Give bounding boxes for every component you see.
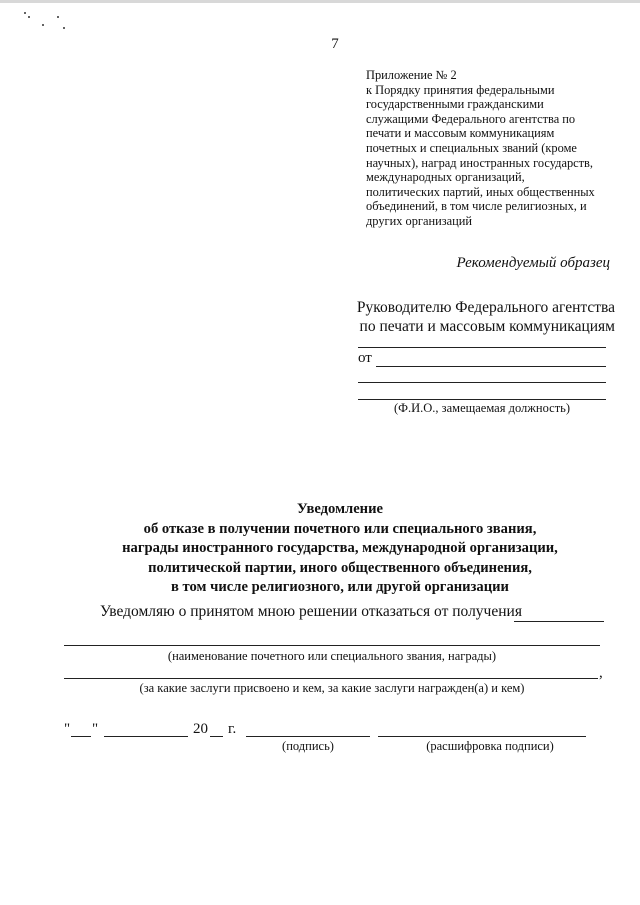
appendix-line: объединений, в том числе религиозных, и [366,199,587,214]
title-line: Уведомление [297,501,383,517]
addressee-caption: (Ф.И.О., замещаемая должность) [393,401,571,415]
appendix-line: почетных и специальных званий (кроме [366,140,577,155]
year-suffix: г. [228,721,237,737]
title-line: об отказе в получении почетного или специального звания, [143,520,537,537]
appendix-line: политических партий, иных общественных [366,184,595,199]
addressee-block [355,298,615,336]
document-title [60,500,620,598]
year-prefix: 20 [193,721,208,737]
appendix-line: Приложение № 2 [366,68,457,82]
addressee-blank-line-1[interactable] [358,347,606,348]
from-blank-line[interactable] [376,366,606,367]
award-name-line[interactable] [64,645,600,646]
appendix-line: к Порядку принятия федеральными [366,82,555,97]
appendix-line: печати и массовым коммуникациям [366,126,555,141]
addressee-line: по печати и массовым коммуникациям [359,318,615,335]
addressee-blank-line-2[interactable] [358,382,606,383]
date-quote-open: " [64,721,71,737]
scan-specks [0,0,80,30]
appendix-line: международных организаций, [366,170,525,185]
addressee-blank-line-3[interactable] [358,399,606,400]
from-label: от [358,350,372,366]
award-name-caption: (наименование почетного или специального звания, награды) [167,649,497,663]
month-blank-line[interactable] [104,736,188,737]
merits-line[interactable] [64,678,598,679]
page-number: 7 [331,36,339,52]
signature-caption: (подпись) [282,739,334,753]
appendix-block [366,68,616,229]
appendix-line: государственными гражданскими [366,97,544,112]
appendix-line: других организаций [366,213,473,228]
signature-decoding-line[interactable] [378,736,586,737]
addressee-line: Руководителю Федерального агентства [356,299,615,316]
day-blank-line[interactable] [71,736,91,737]
title-line: в том числе религиозного, или другой организации [171,579,509,595]
date-quote-close: " [92,721,99,737]
scan-edge [0,0,640,3]
title-line: политической партии, иного общественного объединения, [148,559,532,576]
signature-decoding-caption: (расшифровка подписи) [426,739,554,753]
appendix-line: научных), наград иностранных государств, [366,155,594,170]
merits-line-comma: , [599,665,603,681]
appendix-line: служащими Федерального агентства по [366,111,576,126]
statement-blank-line[interactable] [514,621,604,622]
statement-text: Уведомляю о принятом мною решении отказаться от получения [100,603,522,620]
title-line: награды иностранного государства, международной организации, [122,540,558,556]
year-blank-line[interactable] [210,736,223,737]
recommended-sample-label: Рекомендуемый образец [456,255,610,271]
signature-line[interactable] [246,736,370,737]
merits-caption: (за какие заслуги присвоено и кем, за какие заслуги награжден(а) и кем) [139,681,525,695]
